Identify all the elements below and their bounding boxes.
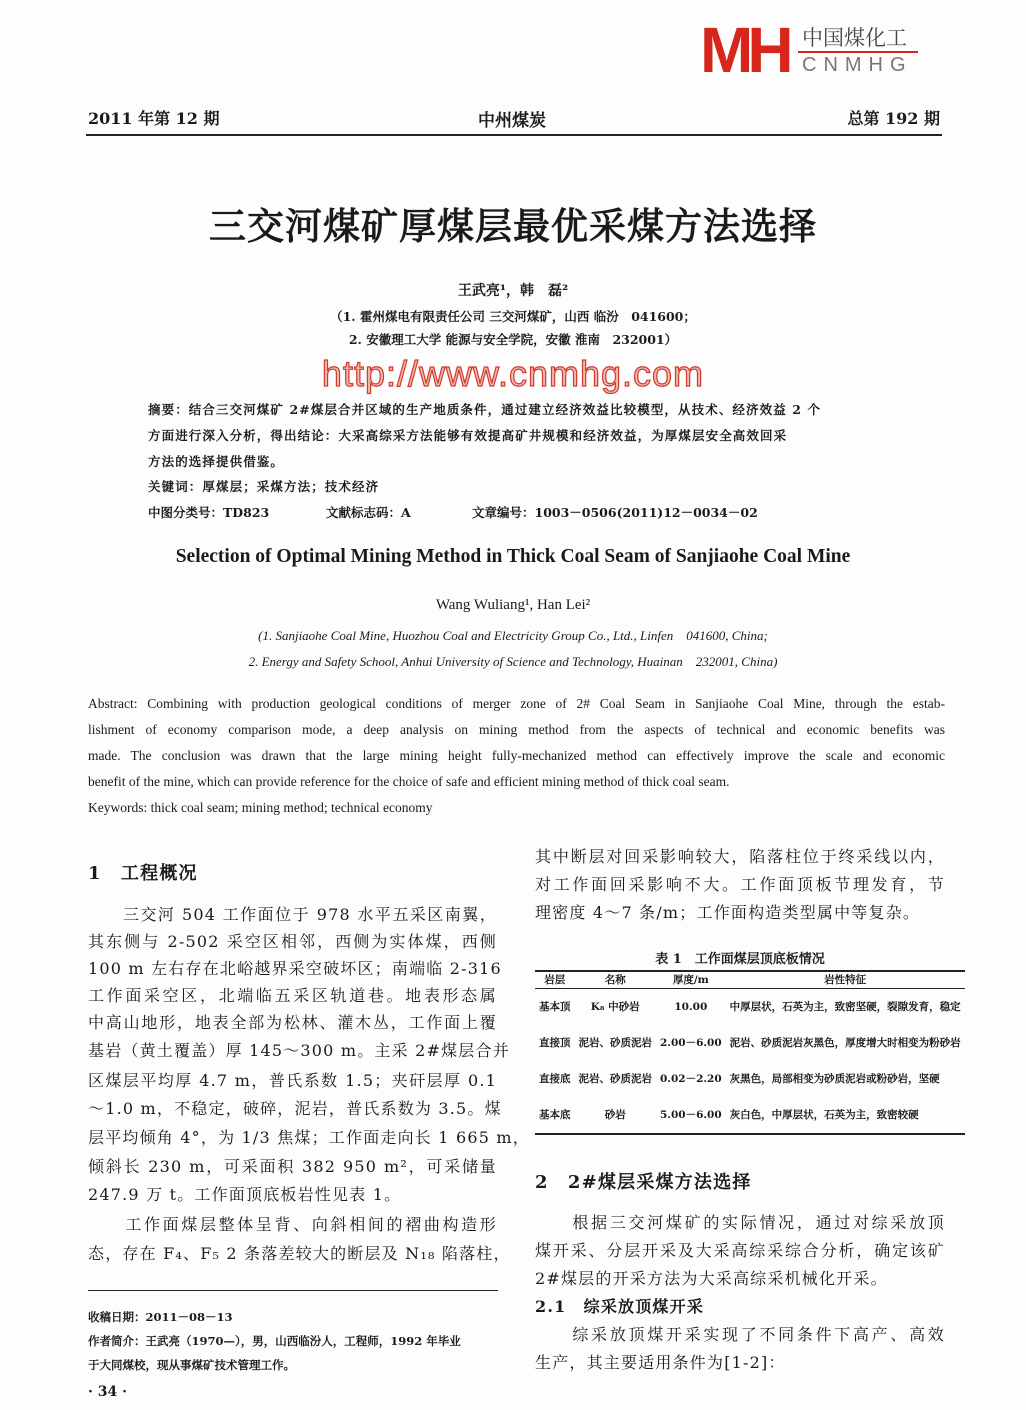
affiliation-en-2: 2. Energy and Safety School, Anhui University of Science and Technology, Huainan 232001, China) bbox=[248, 654, 778, 669]
section-1-heading: 1 工程概况 bbox=[88, 863, 198, 884]
abstract-en-line: lishment of economy comparison mode, a deep analysis on mining method from the aspects of technical and economic benefits was bbox=[88, 722, 945, 737]
abstract-cn-line: 摘要：结合三交河煤矿 2#煤层合并区域的生产地质条件，通过建立经济效益比较模型，从技术、经济效益 2 个 bbox=[148, 402, 822, 417]
keywords-en: Keywords: thick coal seam; mining method; technical economy bbox=[88, 800, 433, 815]
abstract-en-line: Abstract: Combining with production geological conditions of merger zone of 2# Coal Seam in Sanjiaohe Coal Mine, through the estab- bbox=[88, 696, 945, 711]
body-line: 态，存在 F₄、F₅ 2 条落差较大的断层及 N₁₈ 陷落柱， bbox=[88, 1244, 511, 1263]
authors-cn: 王武亮¹，韩 磊² bbox=[457, 283, 569, 299]
body-line: 2#煤层的开采方法为大采高综采机械化开采。 bbox=[535, 1269, 888, 1288]
table-cell: 0.02－2.20 bbox=[660, 1073, 722, 1085]
table-cell: 中厚层状，石英为主，致密坚硬，裂隙发育，稳定 bbox=[729, 1001, 961, 1013]
logo-cn: 中国煤化工 bbox=[802, 26, 907, 50]
document-code: 文献标志码：A bbox=[326, 505, 411, 520]
body-line: 生产，其主要适用条件为[1-2]： bbox=[535, 1353, 786, 1372]
subsection-2-1-heading: 2.1 综采放顶煤开采 bbox=[535, 1297, 705, 1316]
table-cell: 灰白色，中厚层状，石英为主，致密较硬 bbox=[729, 1109, 919, 1121]
table-cell: 直接顶 bbox=[539, 1037, 571, 1049]
table-cell: 基本底 bbox=[539, 1109, 571, 1121]
table-row bbox=[535, 1097, 965, 1134]
body-line: 倾斜长 230 m，可采面积 382 950 m²，可采储量 bbox=[88, 1157, 497, 1176]
footnote-rule bbox=[88, 1290, 498, 1291]
page-number: · 34 · bbox=[88, 1384, 127, 1400]
logo-rule bbox=[798, 51, 918, 53]
author-bio: 作者简介：王武亮（1970—），男，山西临汾人，工程师，1992 年毕业 bbox=[88, 1334, 461, 1348]
table-cell: 直接底 bbox=[539, 1073, 571, 1085]
body-line: 其中断层对回采影响较大，陷落柱位于终采线以内， bbox=[535, 847, 945, 866]
table-cell: 泥岩、砂质泥岩 bbox=[578, 1073, 652, 1085]
body-line: 工作面煤层整体呈背、向斜相间的褶曲构造形 bbox=[88, 1215, 497, 1234]
table-header: 厚度/m bbox=[672, 974, 709, 986]
body-line: 根据三交河煤矿的实际情况，通过对综采放顶 bbox=[535, 1213, 945, 1232]
header-rule bbox=[86, 134, 942, 136]
author-bio: 于大同煤校，现从事煤矿技术管理工作。 bbox=[88, 1358, 295, 1372]
authors-en: Wang Wuliang¹, Han Lei² bbox=[435, 597, 591, 613]
abstract-en-line: made. The conclusion was drawn that the large mining height fully-mechanized method can effectively improve the scale and economic bbox=[88, 748, 945, 763]
body-line: 其东侧与 2-502 采空区相邻，西侧为实体煤，西侧 bbox=[88, 932, 497, 951]
table-header: 岩性特征 bbox=[824, 974, 867, 986]
body-line: 三交河 504 工作面位于 978 水平五采区南翼， bbox=[88, 905, 497, 924]
issue-label: 2011 年第 12 期 bbox=[88, 109, 220, 128]
body-line: ～1.0 m，不稳定，破碎，泥岩，普氏系数为 3.5。煤 bbox=[88, 1099, 502, 1118]
table-cell: 泥岩、砂质泥岩 bbox=[578, 1037, 652, 1049]
body-line: 区煤层平均厚 4.7 m，普氏系数 1.5；夹矸层厚 0.1 bbox=[88, 1071, 497, 1090]
affiliation-en-1: (1. Sanjiaohe Coal Mine, Huozhou Coal and Electricity Group Co., Ltd., Linfen 041600, China; bbox=[258, 628, 768, 643]
body-line: 100 m 左右存在北峪越界采空破坏区；南端临 2-316 bbox=[88, 959, 502, 978]
keywords-cn: 关键词：厚煤层；采煤方法；技术经济 bbox=[148, 479, 380, 494]
table-cell: K₈ 中砂岩 bbox=[590, 1001, 640, 1013]
section-2-heading: 2 2#煤层采煤方法选择 bbox=[535, 1172, 752, 1193]
title-en: Selection of Optimal Mining Method in Thick Coal Seam of Sanjiaohe Coal Mine bbox=[175, 546, 851, 567]
abstract-en-line: benefit of the mine, which can provide reference for the choice of safe and efficient mining method of thick coal seam. bbox=[88, 774, 730, 789]
roof-floor-table bbox=[535, 970, 965, 1135]
table-cell: 砂岩 bbox=[604, 1109, 626, 1121]
total-issue-label: 总第 192 期 bbox=[847, 109, 940, 128]
body-line: 基岩（黄土覆盖）厚 145～300 m。主采 2#煤层合并 bbox=[88, 1041, 510, 1060]
table-row bbox=[535, 1025, 965, 1061]
body-line: 247.9 万 t。工作面顶底板岩性见表 1。 bbox=[88, 1185, 402, 1204]
clc-number: 中图分类号：TD823 bbox=[148, 505, 270, 520]
body-line: 工作面采空区，北端临五采区轨道巷。地表形态属 bbox=[88, 986, 497, 1005]
journal-name: 中州煤炭 bbox=[478, 111, 546, 131]
body-line: 综采放顶煤开采实现了不同条件下高产、高效 bbox=[535, 1325, 945, 1344]
table-cell: 基本顶 bbox=[539, 1001, 571, 1013]
table-header: 名称 bbox=[604, 974, 626, 986]
cnmhg-logo bbox=[700, 14, 940, 86]
body-line: 对工作面回采影响不大。工作面顶板节理发育，节 bbox=[535, 875, 945, 894]
table-header: 岩层 bbox=[544, 974, 566, 986]
table-cell: 泥岩、砂质泥岩灰黑色，厚度增大时相变为粉砂岩 bbox=[729, 1037, 961, 1049]
watermark-url: http://www.cnmhg.com bbox=[321, 353, 705, 394]
abstract-cn-line: 方法的选择提供借鉴。 bbox=[148, 454, 285, 469]
body-line: 煤开采、分层开采及大采高综采综合分析，确定该矿 bbox=[535, 1241, 945, 1260]
body-line: 层平均倾角 4°，为 1/3 焦煤；工作面走向长 1 665 m， bbox=[88, 1128, 530, 1147]
table-cell: 灰黑色，局部相变为砂质泥岩或粉砂岩，坚硬 bbox=[729, 1073, 940, 1085]
table-caption: 表 1 工作面煤层顶底板情况 bbox=[655, 952, 825, 967]
paper-title: 三交河煤矿厚煤层最优采煤方法选择 bbox=[209, 205, 817, 248]
abstract-cn-line: 方面进行深入分析，得出结论：大采高综采方法能够有效提高矿井规模和经济效益，为厚煤层安全高效回采 bbox=[148, 428, 788, 443]
body-line: 中高山地形，地表全部为松林、灌木丛，工作面上覆 bbox=[88, 1013, 497, 1032]
article-number: 文章编号：1003－0506(2011)12－0034－02 bbox=[472, 505, 758, 520]
table-cell: 10.00 bbox=[674, 1001, 708, 1013]
affiliation-cn-1: （1. 霍州煤电有限责任公司 三交河煤矿，山西 临汾 041600； bbox=[330, 309, 696, 324]
table-cell: 5.00－6.00 bbox=[660, 1109, 722, 1121]
affiliation-cn-2: 2. 安徽理工大学 能源与安全学院，安徽 淮南 232001） bbox=[348, 332, 678, 347]
logo-en: CNMHG bbox=[802, 54, 913, 76]
logo-mark: MH bbox=[700, 14, 788, 86]
table-row bbox=[535, 989, 965, 1026]
table-row bbox=[535, 1061, 965, 1097]
body-line: 理密度 4～7 条/m；工作面构造类型属中等复杂。 bbox=[535, 903, 921, 922]
received-date: 收稿日期：2011－08－13 bbox=[88, 1310, 233, 1324]
table-cell: 2.00－6.00 bbox=[660, 1037, 722, 1049]
